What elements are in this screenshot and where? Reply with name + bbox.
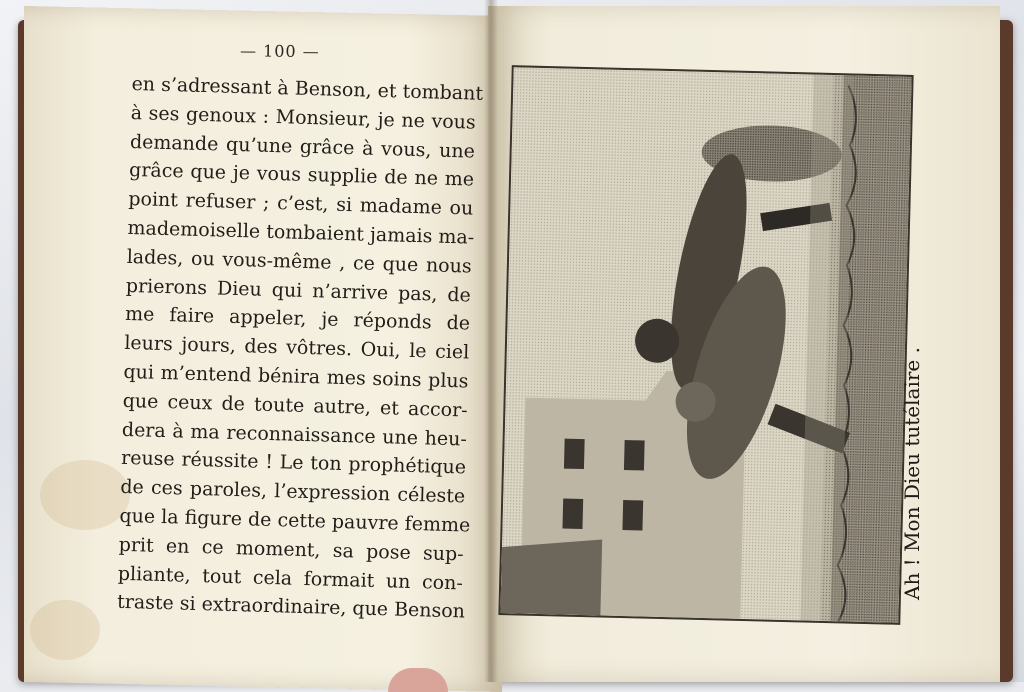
text-line: en s’adressant à Benson, et tombant xyxy=(131,72,484,105)
book-gutter xyxy=(484,0,498,682)
engraving-illustration xyxy=(498,65,913,625)
text-line: qui m’entend bénira mes soins plus xyxy=(123,360,469,393)
illustration-caption: Ah ! Mon Dieu tutélaire . xyxy=(900,347,924,600)
text-line: leurs jours, des vôtres. Oui, le ciel xyxy=(124,332,470,364)
text-line: demande qu’une grâce à vous, une xyxy=(129,130,476,163)
text-line: prit en ce moment, sa pose sup- xyxy=(118,533,464,566)
text-line: point refuser ; c’est, si madame ou xyxy=(128,188,474,220)
text-line: que ceux de toute autre, et accor- xyxy=(122,389,468,422)
page-number: — 100 — xyxy=(239,41,320,62)
text-line: grâce que je vous supplie de ne me xyxy=(128,159,475,191)
page-text xyxy=(116,70,484,627)
text-line: de ces paroles, l’expression céleste xyxy=(120,475,466,508)
text-line: lades, ou vous-même , ce que nous xyxy=(126,245,472,278)
text-line: pliante, tout cela formait un con- xyxy=(117,562,464,594)
text-line: à ses genoux : Monsieur, je ne vous xyxy=(130,101,476,134)
foxing-stain xyxy=(40,460,130,530)
text-line: traste si extraordinaire, que Benson xyxy=(116,591,466,623)
foxing-stain xyxy=(30,600,100,660)
text-line: que la figure de cette pauvre femme xyxy=(119,504,471,537)
text-line: reuse réussite ! Le ton prophétique xyxy=(120,447,467,479)
text-line: prierons Dieu qui n’arrive pas, de xyxy=(125,274,472,307)
text-line: dera à ma reconnaissance une heu- xyxy=(121,418,468,451)
text-line: me faire appeler, je réponds de xyxy=(124,303,471,335)
text-line: mademoiselle tombaient jamais ma- xyxy=(127,216,475,249)
